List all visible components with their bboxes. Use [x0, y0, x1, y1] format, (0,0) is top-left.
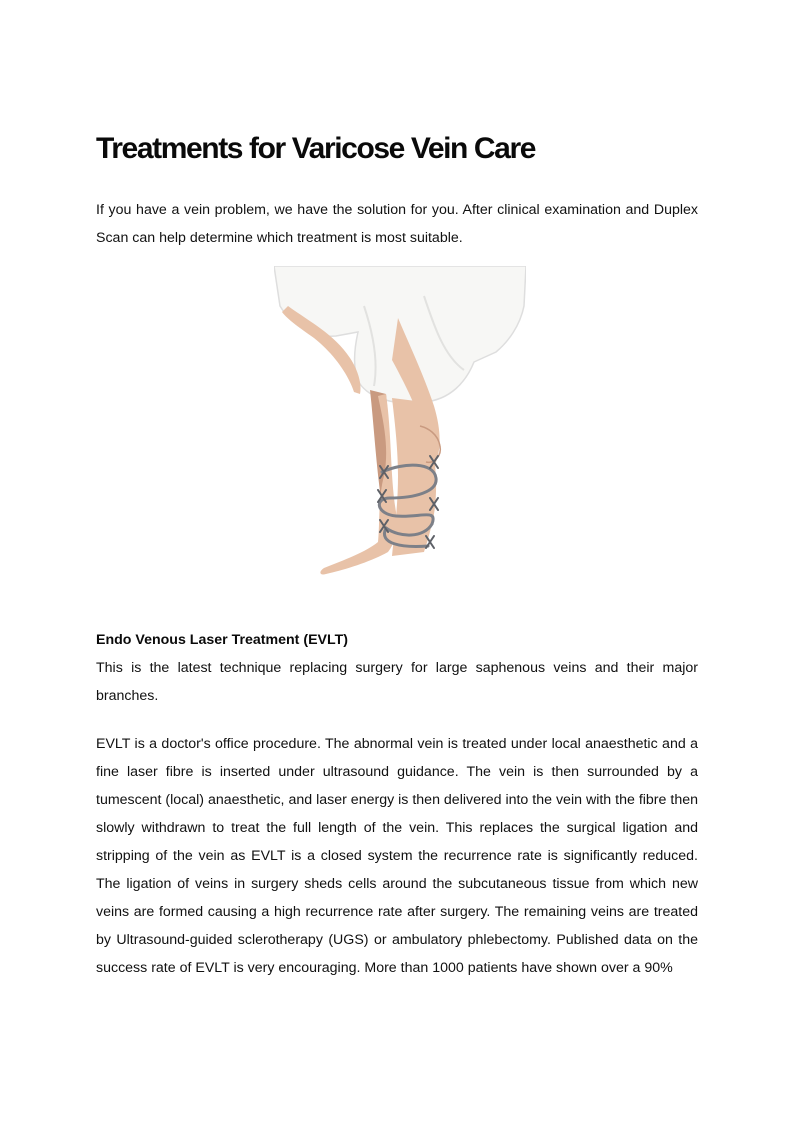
page-title: Treatments for Varicose Vein Care [96, 132, 536, 165]
intro-paragraph: If you have a vein problem, we have the solution for you. After clinical examination and Duplex Scan can help determine which treatment is most suitable. [96, 202, 698, 246]
evlt-paragraph-1: This is the latest technique replacing surgery for large saphenous veins and their major branches. [96, 660, 698, 704]
leg-with-barbed-wire-icon [274, 266, 526, 584]
evlt-paragraph-2: EVLT is a doctor's office procedure. The abnormal vein is treated under local anaesthetic and a fine laser fibre is inserted under ultrasound guidance. The vein is then surrounded by a tumescent (local) anaesthetic, and laser energy is then delivered into the vein with the fibre then slowly withdrawn to treat the full length of the vein. This replaces the surgical ligation and stripping of the vein as EVLT is a closed system the recurrence rate is significantly reduced. The ligation of veins in surgery sheds cells around the subcutaneous tissue from which new veins are formed causing a high recurrence rate after surgery. The remaining veins are treated by Ultrasound-guided sclerotherapy (UGS) or ambulatory phlebectomy. Published data on the success rate of EVLT is very encouraging. More than 1000 patients have shown over a 90% [96, 736, 698, 976]
leg-barbed-wire-image [274, 266, 526, 584]
section-heading-evlt: Endo Venous Laser Treatment (EVLT) [96, 632, 349, 648]
